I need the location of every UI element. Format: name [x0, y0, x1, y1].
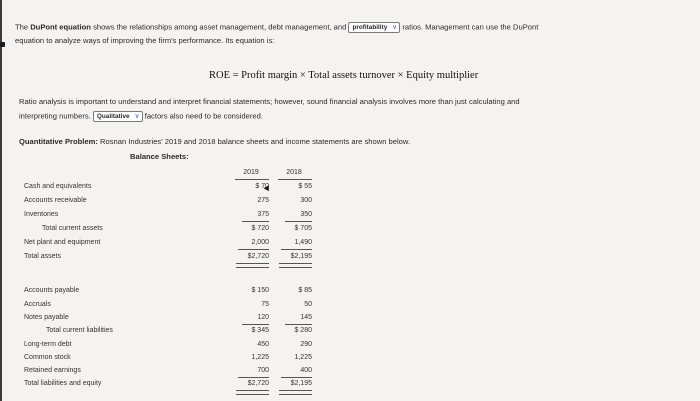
double-underline-2019	[236, 263, 269, 268]
total-line-2019	[238, 249, 269, 250]
double-underline-2019	[236, 390, 269, 395]
col-header-2018: 2018	[286, 169, 302, 176]
header-underline-2018	[278, 179, 312, 180]
cell-total-assets-2019: $2,720	[247, 253, 269, 260]
row-label-total-current-liabilities: Total current liabilities	[46, 327, 113, 334]
cell-re-2018: 400	[300, 367, 312, 374]
double-underline-2018	[279, 263, 312, 268]
row-label-accruals: Accruals	[24, 301, 51, 308]
cell-receivables-2018: 300	[300, 197, 312, 204]
factor-type-value: Qualitative	[96, 113, 130, 120]
subtotal-line-2018	[285, 324, 312, 325]
cell-notes-2018: 145	[300, 314, 312, 321]
cell-cash-2018: $ 55	[298, 183, 312, 190]
ratio-type-value: profitability	[352, 24, 388, 31]
total-line-2018	[281, 249, 312, 250]
cell-re-2019: 700	[257, 367, 269, 374]
cell-ltd-2018: 290	[300, 341, 312, 348]
problem-text: Rosnan Industries' 2019 and 2018 balance sheets and income statements are shown below.	[97, 137, 411, 146]
para2-pre: interpreting numbers.	[19, 111, 91, 121]
problem-statement	[19, 137, 410, 147]
double-underline-2018	[279, 390, 312, 395]
cell-receivables-2019: 275	[257, 197, 269, 204]
ratio-type-dropdown[interactable]	[348, 22, 400, 33]
row-label-long-term-debt: Long-term debt	[24, 341, 72, 348]
total-line-2018	[281, 377, 312, 378]
cell-cash-2019: $ 70	[255, 183, 269, 190]
cell-accruals-2019: 75	[261, 301, 269, 308]
cell-net-plant-2018: 1,490	[294, 239, 312, 246]
intro-end: ratios. Management can use the DuPont	[402, 22, 539, 32]
row-label-total-current-assets: Total current assets	[42, 225, 103, 232]
cell-tcl-2019: $ 345	[251, 327, 269, 334]
cell-inventories-2019: 375	[257, 211, 269, 218]
para2-post: factors also need to be considered.	[144, 111, 263, 121]
intro-mid: shows the relationships among asset management, debt management, and	[90, 22, 347, 32]
cell-tca-2018: $ 705	[294, 225, 312, 232]
problem-label: Quantitative Problem:	[19, 137, 98, 146]
cell-ap-2018: $ 85	[298, 287, 312, 294]
cell-tle-2019: $2,720	[247, 380, 269, 387]
cell-cs-2019: 1,225	[251, 354, 269, 361]
cell-tle-2018: $2,195	[290, 380, 312, 387]
row-label-receivables: Accounts receivable	[24, 197, 87, 204]
row-label-accounts-payable: Accounts payable	[24, 287, 80, 294]
cell-net-plant-2019: 2,000	[251, 239, 269, 246]
col-header-2019: 2019	[243, 169, 259, 176]
row-label-inventories: Inventories	[24, 211, 59, 218]
intro-pre: The	[15, 22, 31, 32]
row-label-cash: Cash and equivalents	[24, 183, 92, 190]
edge-marker	[0, 42, 5, 47]
cell-cs-2018: 1,225	[294, 354, 312, 361]
page-sheet	[2, 0, 700, 401]
row-label-total-assets: Total assets	[24, 253, 61, 260]
row-label-net-plant: Net plant and equipment	[24, 239, 101, 246]
cell-notes-2019: 120	[257, 314, 269, 321]
cell-ap-2019: $ 150	[251, 287, 269, 294]
para2-line-2	[19, 111, 263, 122]
para2-line-1: Ratio analysis is important to understand and interpret financial statements; however, sound financial analysis involves more than just calculating and	[19, 97, 520, 106]
dupont-term: DuPont equation	[30, 22, 91, 32]
roe-formula: ROE = Profit margin × Total assets turnover × Equity multiplier	[209, 70, 479, 81]
cell-tca-2019: $ 720	[251, 225, 269, 232]
mouse-cursor-icon	[264, 185, 272, 192]
row-label-notes-payable: Notes payable	[24, 314, 69, 321]
row-label-retained-earnings: Retained earnings	[24, 367, 81, 374]
row-label-common-stock: Common stock	[24, 354, 71, 361]
intro-line-2: equation to analyze ways of improving the firm's performance. Its equation is:	[15, 36, 275, 45]
subtotal-line-2019	[242, 221, 269, 222]
factor-type-dropdown[interactable]	[93, 111, 143, 122]
chevron-down-icon: ∨	[392, 24, 398, 31]
chevron-down-icon: ∨	[134, 113, 140, 120]
subtotal-line-2018	[285, 221, 312, 222]
cell-tcl-2018: $ 280	[294, 327, 312, 334]
cell-accruals-2018: 50	[304, 301, 312, 308]
total-line-2019	[238, 377, 269, 378]
subtotal-line-2019	[242, 324, 269, 325]
balance-sheets-title: Balance Sheets:	[130, 152, 189, 161]
cell-total-assets-2018: $2,195	[290, 253, 312, 260]
cell-inventories-2018: 350	[300, 211, 312, 218]
left-edge	[0, 0, 2, 401]
row-label-total-liabilities-equity: Total liabilities and equity	[24, 380, 102, 387]
intro-line-1	[15, 22, 538, 33]
header-underline-2019	[235, 179, 269, 180]
cell-ltd-2019: 450	[257, 341, 269, 348]
